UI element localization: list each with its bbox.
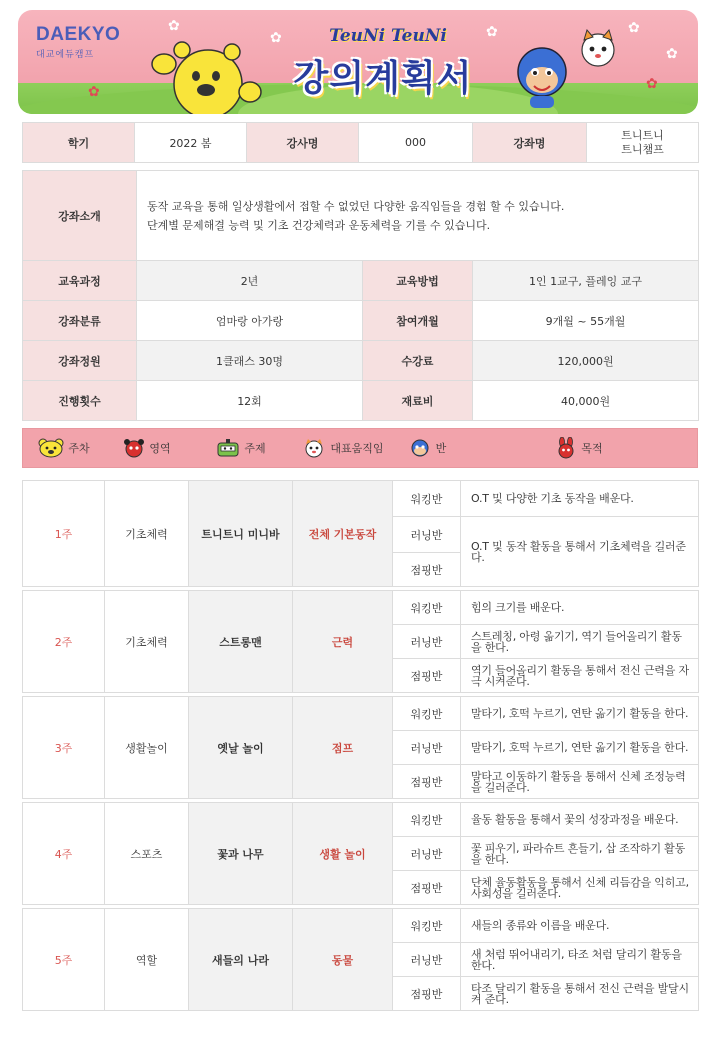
week-number: 5주 <box>23 909 105 1011</box>
detail-row <box>23 381 699 421</box>
legend-class-label: 반 <box>435 442 447 455</box>
semester-value: 2022 봄 <box>135 123 247 163</box>
class-purpose: 새 처럼 뛰어내리기, 타조 처럼 달리기 활동을 한다. <box>461 943 699 977</box>
curriculum-value: 2년 <box>137 261 363 301</box>
intro-text <box>137 171 699 261</box>
intro-line: 단계별 문제해결 능력 및 기초 건강체력과 운동체력을 기를 수 있습니다. <box>147 218 491 232</box>
class-purpose: 힘의 크기를 배운다. <box>461 591 699 625</box>
week-area: 기초체력 <box>105 481 189 587</box>
category-label: 강좌분류 <box>23 301 137 341</box>
weekly-schedule-table <box>22 480 699 1011</box>
rabbit-face-icon <box>555 437 577 459</box>
capacity-label: 강좌정원 <box>23 341 137 381</box>
legend-week-label: 주차 <box>68 442 90 455</box>
class-name: 러닝반 <box>393 731 461 765</box>
week-group <box>23 909 699 1011</box>
course-value-line: 트니챔프 <box>621 142 664 156</box>
logo-sub: 대교에듀캠프 <box>36 50 95 60</box>
week-movement: 근력 <box>293 591 393 693</box>
flower-icon: ✿ <box>168 18 180 34</box>
flower-icon: ✿ <box>666 46 678 62</box>
class-name: 점핑반 <box>393 977 461 1011</box>
class-name: 점핑반 <box>393 659 461 693</box>
instructor-value: 000 <box>359 123 473 163</box>
sessions-value: 12회 <box>137 381 363 421</box>
detail-row <box>23 341 699 381</box>
semester-label: 학기 <box>23 123 135 163</box>
cat-face-icon <box>302 438 326 458</box>
bear-face-icon <box>38 438 64 458</box>
cat-mascot-icon <box>573 28 623 72</box>
material-value: 40,000원 <box>473 381 699 421</box>
legend-topic-label: 주제 <box>244 442 266 455</box>
class-name: 워킹반 <box>393 481 461 517</box>
week-area: 기초체력 <box>105 591 189 693</box>
class-name: 러닝반 <box>393 943 461 977</box>
class-name: 워킹반 <box>393 697 461 731</box>
week-area: 스포츠 <box>105 803 189 905</box>
flower-icon: ✿ <box>88 84 100 100</box>
sessions-label: 진행횟수 <box>23 381 137 421</box>
course-detail-table <box>22 170 699 421</box>
class-name: 워킹반 <box>393 591 461 625</box>
week-topic: 트니트니 미니바 <box>189 481 293 587</box>
legend-movement <box>293 429 393 467</box>
week-topic: 스트롱맨 <box>189 591 293 693</box>
class-name: 워킹반 <box>393 909 461 943</box>
flower-icon: ✿ <box>270 30 282 46</box>
age-value: 9개월 ~ 55개월 <box>473 301 699 341</box>
class-purpose: 새들의 종류와 이름을 배운다. <box>461 909 699 943</box>
legend-area-label: 영역 <box>149 442 171 455</box>
class-purpose: 말타기, 호떡 누르기, 연탄 옮기기 활동을 한다. <box>461 697 699 731</box>
method-label: 교육방법 <box>363 261 473 301</box>
legend-purpose-label: 목적 <box>581 442 603 455</box>
info-row <box>23 123 699 163</box>
course-info-table <box>22 122 699 163</box>
intro-line: 동작 교육을 통해 일상생활에서 접할 수 없었던 다양한 움직임들을 경험 할 수 있습니다. <box>147 199 565 213</box>
header-banner <box>18 10 698 114</box>
class-purpose: 말타고 이동하기 활동을 통해서 신체 조정능력을 길러준다. <box>461 765 699 799</box>
flower-icon: ✿ <box>628 20 640 36</box>
week-area: 생활놀이 <box>105 697 189 799</box>
legend-class <box>393 429 461 467</box>
detail-row <box>23 261 699 301</box>
week-number: 3주 <box>23 697 105 799</box>
flower-icon: ✿ <box>486 24 498 40</box>
flower-icon: ✿ <box>646 76 658 92</box>
page-title: 강의계획서 <box>293 58 473 99</box>
instructor-label: 강사명 <box>247 123 359 163</box>
legend-week <box>23 429 105 467</box>
legend-movement-label: 대표움직임 <box>330 442 384 455</box>
method-value: 1인 1교구, 플레잉 교구 <box>473 261 699 301</box>
class-name: 러닝반 <box>393 625 461 659</box>
week-group <box>23 591 699 693</box>
class-name: 점핑반 <box>393 765 461 799</box>
class-name: 점핑반 <box>393 871 461 905</box>
monkey-face-icon <box>408 438 432 458</box>
ladybug-face-icon <box>123 438 145 458</box>
table-row <box>23 591 699 625</box>
week-movement: 동물 <box>293 909 393 1011</box>
legend-area <box>105 429 189 467</box>
week-topic: 옛날 놀이 <box>189 697 293 799</box>
course-value <box>587 123 699 163</box>
fee-label: 수강료 <box>363 341 473 381</box>
week-group <box>23 697 699 799</box>
schedule-header <box>22 428 698 468</box>
course-value-line: 트니트니 <box>621 128 664 142</box>
legend-topic <box>189 429 293 467</box>
week-area: 역할 <box>105 909 189 1011</box>
table-row <box>23 909 699 943</box>
monkey-mascot-icon <box>508 42 578 110</box>
logo-brand: DAEKYO <box>36 24 121 45</box>
robot-face-icon <box>216 438 240 458</box>
class-purpose: O.T 및 다양한 기초 동작을 배운다. <box>461 481 699 517</box>
week-number: 2주 <box>23 591 105 693</box>
class-purpose: 꽃 피우기, 파라슈트 흔들기, 삽 조작하기 활동을 한다. <box>461 837 699 871</box>
capacity-value: 1클래스 30명 <box>137 341 363 381</box>
category-value: 엄마랑 아가랑 <box>137 301 363 341</box>
week-movement: 점프 <box>293 697 393 799</box>
class-name: 워킹반 <box>393 803 461 837</box>
curriculum-label: 교육과정 <box>23 261 137 301</box>
week-topic: 꽃과 나무 <box>189 803 293 905</box>
course-label: 강좌명 <box>473 123 587 163</box>
title-sub: TeuNi TeuNi <box>329 26 447 46</box>
detail-row <box>23 301 699 341</box>
table-row <box>23 803 699 837</box>
class-purpose: 역기 들어올리기 활동을 통해서 전신 근력을 자극 시켜준다. <box>461 659 699 693</box>
table-row <box>23 481 699 517</box>
age-label: 참여개월 <box>363 301 473 341</box>
table-row <box>23 697 699 731</box>
material-label: 재료비 <box>363 381 473 421</box>
intro-row <box>23 171 699 261</box>
week-group <box>23 481 699 587</box>
bear-mascot-icon <box>146 32 264 114</box>
week-movement: 생활 놀이 <box>293 803 393 905</box>
fee-value: 120,000원 <box>473 341 699 381</box>
class-purpose: 율동 활동을 통해서 꽃의 성장과정을 배운다. <box>461 803 699 837</box>
class-purpose: 스트레칭, 아령 옮기기, 역기 들어올리기 활동을 한다. <box>461 625 699 659</box>
intro-label: 강좌소개 <box>23 171 137 261</box>
class-purpose: 단체 율동활동을 통해서 신체 리듬감을 익히고, 사회성을 길러준다. <box>461 871 699 905</box>
week-topic: 새들의 나라 <box>189 909 293 1011</box>
week-number: 4주 <box>23 803 105 905</box>
week-movement: 전체 기본동작 <box>293 481 393 587</box>
class-purpose: 말타기, 호떡 누르기, 연탄 옮기기 활동을 한다. <box>461 731 699 765</box>
class-purpose: 타조 달리기 활동을 통해서 전신 근력을 발달시켜 준다. <box>461 977 699 1011</box>
class-name: 러닝반 <box>393 837 461 871</box>
class-name: 점핑반 <box>393 553 461 587</box>
class-purpose: O.T 및 동작 활동을 통해서 기초체력을 길러준다. <box>461 517 699 587</box>
legend-purpose <box>461 429 697 467</box>
week-number: 1주 <box>23 481 105 587</box>
logo <box>36 24 120 60</box>
class-name: 러닝반 <box>393 517 461 553</box>
week-group <box>23 803 699 905</box>
